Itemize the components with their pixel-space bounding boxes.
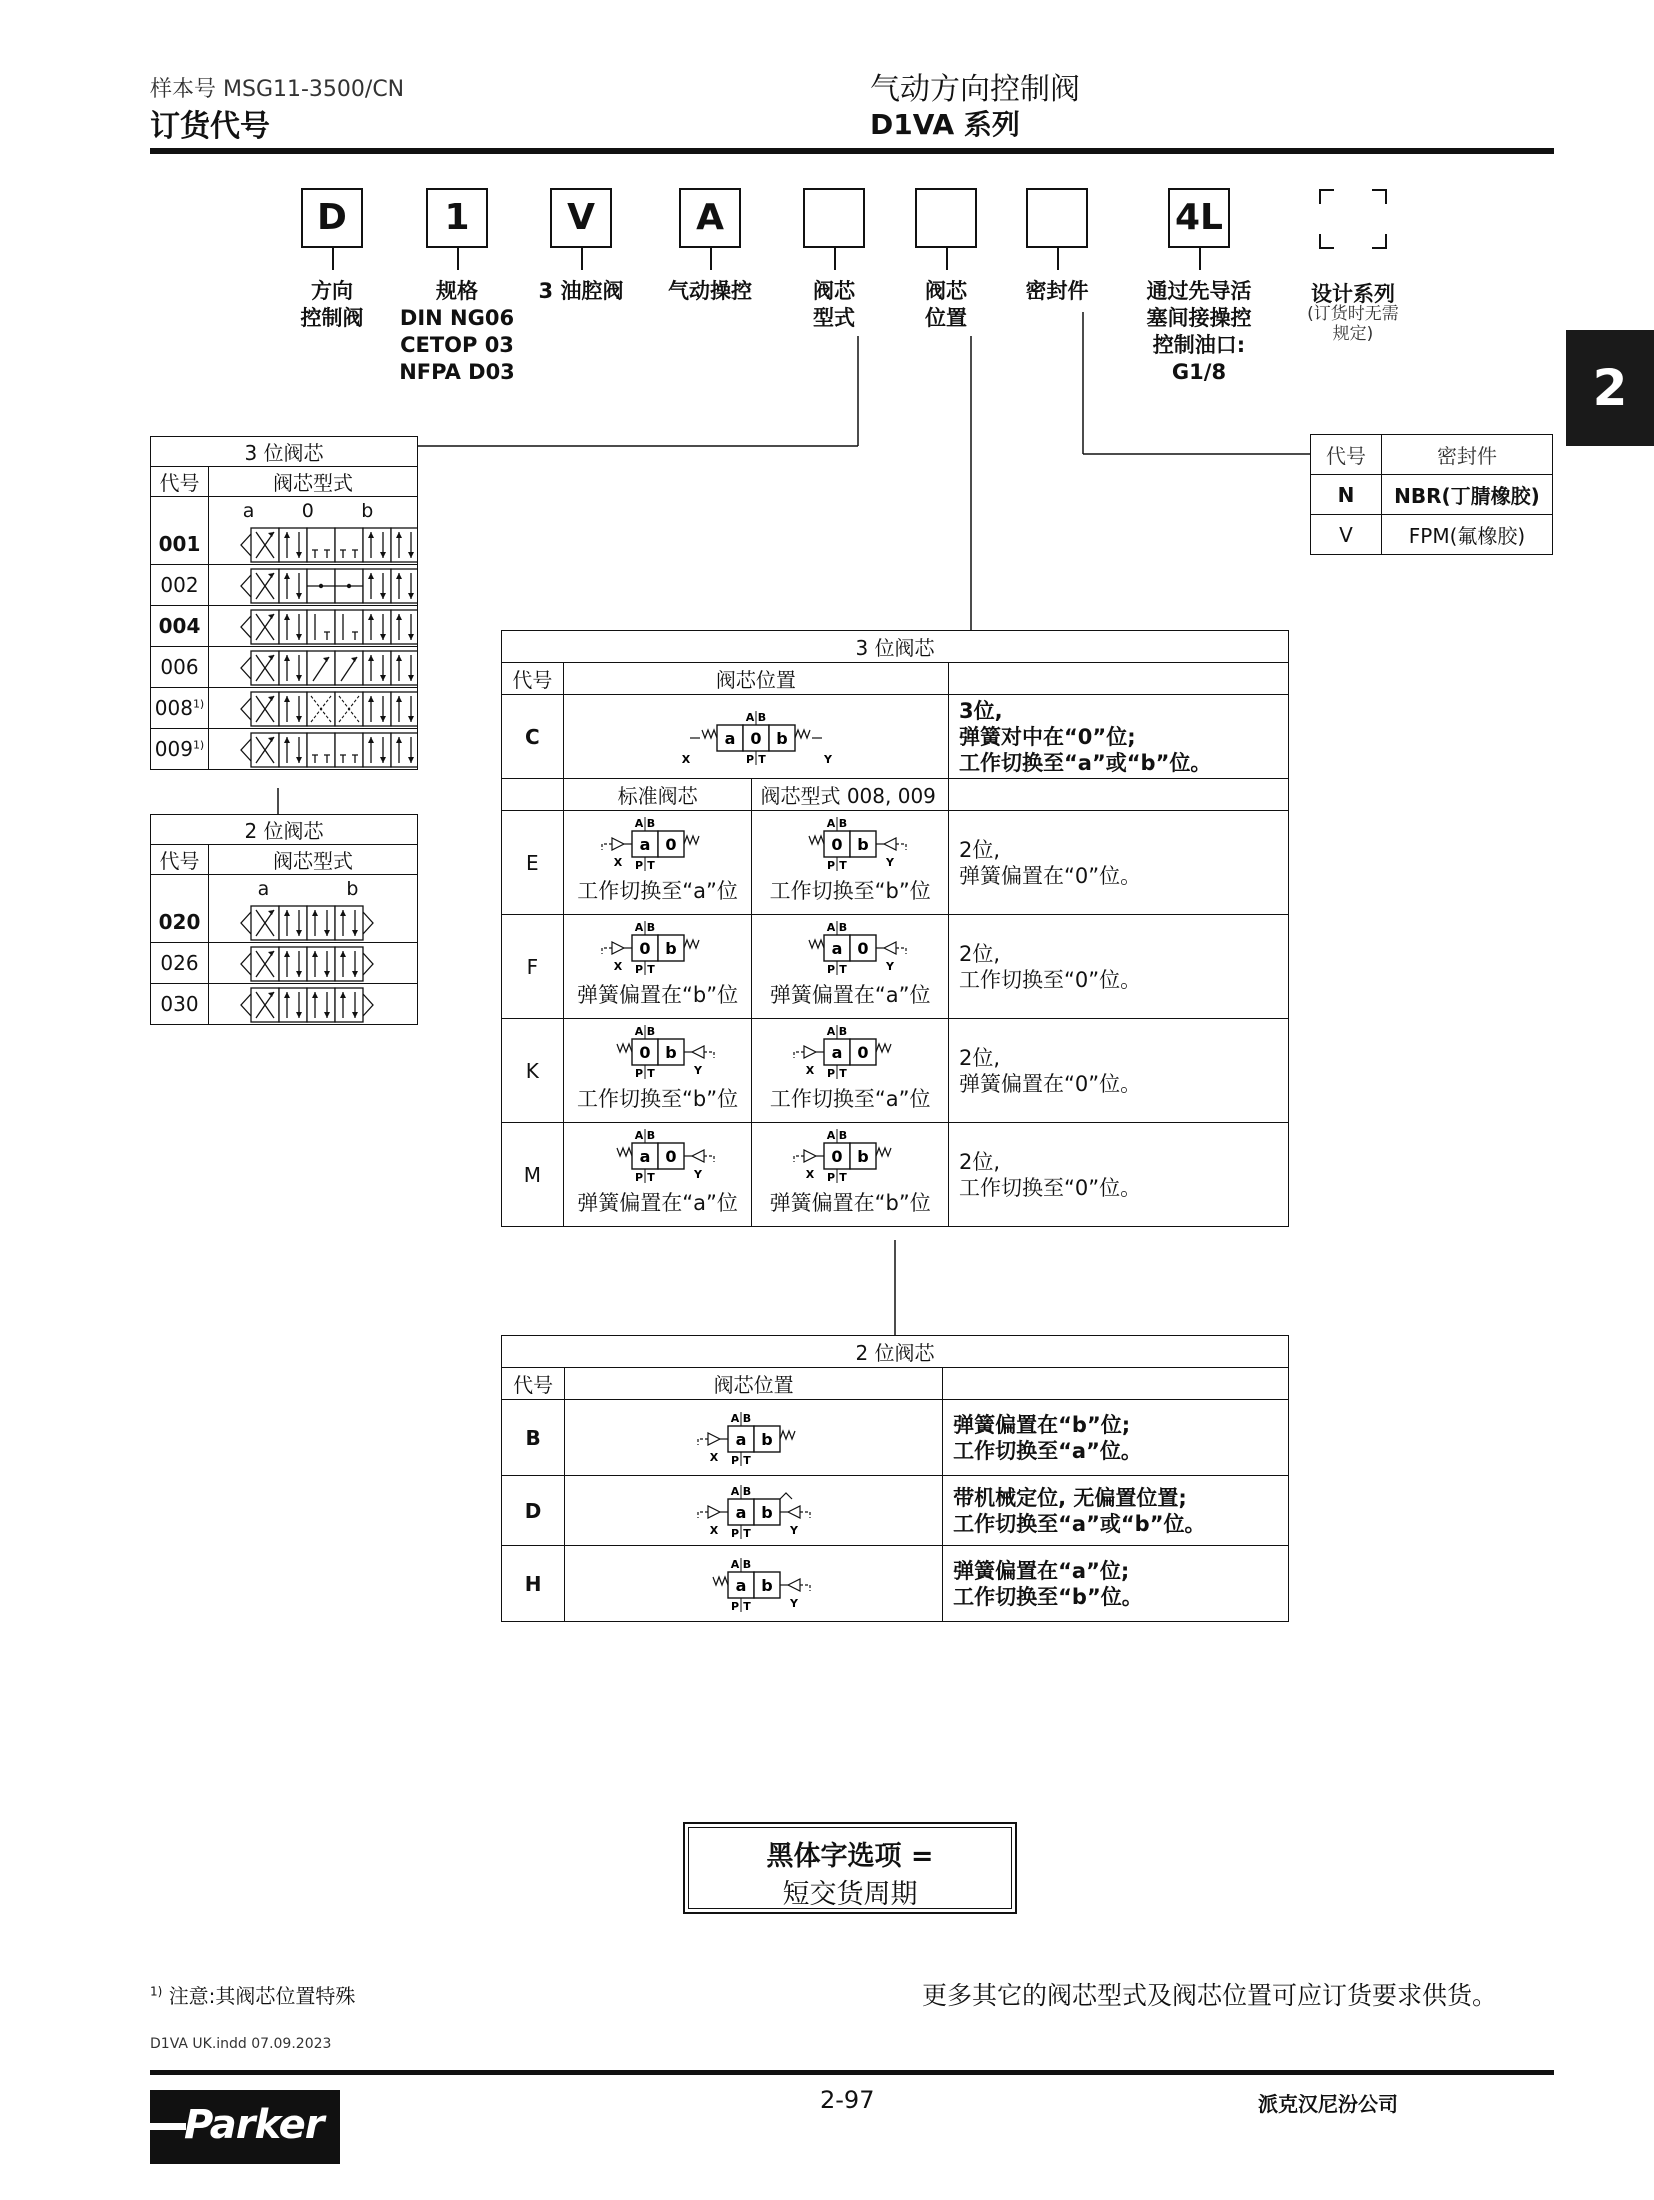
seal-name-v: FPM(氟橡胶) — [1382, 515, 1553, 555]
position-code: M — [502, 1123, 564, 1227]
spool-2pos-header-code: 代号 — [151, 845, 209, 875]
spool-row — [151, 497, 418, 565]
position-symbol-cell — [752, 811, 949, 915]
valve-spool-symbol — [217, 729, 417, 769]
position-letter: 0 — [665, 1147, 677, 1166]
position-letter: 0 — [639, 1043, 651, 1062]
position-symbol-cell — [565, 1476, 943, 1546]
position2-row-b — [502, 1400, 1289, 1476]
position-letter: a — [831, 939, 843, 958]
valve-position-symbol — [654, 1479, 854, 1543]
pilot-port-label: X — [681, 752, 691, 766]
spool-symbol-cell — [209, 606, 418, 647]
port-a-label: A — [634, 1025, 643, 1038]
port-a-label: A — [826, 1129, 836, 1142]
spool-code-text: 030 — [160, 992, 199, 1016]
spool-symbol-cell — [209, 688, 418, 729]
port-a-label: A — [826, 921, 836, 934]
valve-position-symbol — [568, 1123, 748, 1187]
order-box-label-1: 方向 控制阀 — [300, 279, 364, 330]
spool-code-text: 020 — [158, 910, 201, 934]
position2-row-h — [502, 1546, 1289, 1622]
position-letter: a — [735, 1502, 747, 1522]
position-letter: 0 — [665, 835, 677, 854]
pos3-symbol-c — [563, 695, 948, 779]
position-symbol-cell — [563, 1123, 752, 1227]
port-t-label: T — [839, 1171, 847, 1184]
spool-row — [151, 943, 418, 984]
port-p-label: P — [634, 963, 643, 976]
position-code: H — [502, 1546, 565, 1622]
pilot-port-label: X — [613, 856, 622, 869]
spool-symbol-cell — [209, 647, 418, 688]
port-b-label: B — [757, 710, 767, 724]
port-a-label: A — [730, 1411, 739, 1425]
spool-code — [151, 688, 209, 729]
parker-logo-text: Parker — [184, 2102, 324, 2148]
position-row-e — [502, 811, 1289, 915]
order-box-8: 4L — [1168, 188, 1230, 248]
seal-code-n: N — [1311, 475, 1382, 515]
position-symbol-cell — [752, 1123, 949, 1227]
pos3-desc-c: 3位, 弹簧对中在“0”位; 工作切换至“a”或“b”位。 — [948, 695, 1288, 779]
spool-position-3pos-table — [501, 630, 1289, 1227]
valve-position-symbol — [568, 811, 748, 875]
position-caption: 弹簧偏置在“a”位 — [769, 983, 931, 1007]
valve-spool-symbol — [217, 524, 417, 564]
pos3-header-position: 阀芯位置 — [563, 663, 948, 695]
position-code: K — [502, 1019, 564, 1123]
spool-code — [151, 729, 209, 770]
order-box-label-8: 通过先导活 塞间接操控 控制油口: G1/8 — [1146, 279, 1252, 384]
pilot-port-label: Y — [886, 960, 895, 973]
position-letter: b — [664, 939, 677, 958]
port-b-label: B — [839, 1025, 848, 1038]
spool-row — [151, 688, 418, 729]
pilot-port-label: Y — [789, 1596, 798, 1610]
position-letter: a — [639, 1147, 650, 1166]
port-b-label: B — [742, 1411, 751, 1425]
seals-table — [1310, 434, 1553, 555]
position-letter: b — [664, 1043, 677, 1062]
pilot-port-label: Y — [789, 1523, 798, 1537]
position-letter: b — [776, 728, 788, 748]
spool-code-text: 026 — [160, 951, 199, 975]
position-row-m — [502, 1123, 1289, 1227]
bold-note-line2: 短交货周期 — [782, 1879, 918, 1910]
order-box-3: V — [550, 188, 612, 248]
port-p-label: P — [827, 963, 836, 976]
position-symbol-cell — [565, 1546, 943, 1622]
file-info: D1VA UK.indd 07.09.2023 — [150, 2036, 332, 2052]
pos2-header-code: 代号 — [502, 1368, 565, 1400]
port-p-label: P — [634, 1067, 643, 1080]
spool-3pos-header-type: 阀芯型式 — [209, 467, 418, 497]
design-series-note: (订货时无需 规定) — [1307, 304, 1399, 344]
spool-code — [151, 647, 209, 688]
position-code: F — [502, 915, 564, 1019]
order-box-label-7: 密封件 — [1025, 279, 1089, 303]
pilot-port-label: X — [709, 1450, 718, 1464]
position-letter: 0 — [857, 1043, 869, 1062]
port-b-label: B — [646, 921, 655, 934]
parker-logo — [150, 2090, 340, 2164]
product-title: 气动方向控制阀 — [870, 72, 1080, 107]
port-a-label: A — [634, 1129, 643, 1142]
port-t-label: T — [646, 859, 655, 872]
port-p-label: P — [634, 859, 643, 872]
position-symbol-cell — [565, 1400, 943, 1476]
valve-position-symbol — [654, 1406, 854, 1470]
position-caption: 工作切换至“a”位 — [769, 1087, 931, 1111]
port-b-label: B — [839, 1129, 848, 1142]
spool-code-text: 006 — [160, 655, 199, 679]
valve-spool-symbol — [217, 606, 417, 646]
position-description: 2位, 工作切换至“0”位。 — [948, 915, 1288, 1019]
port-t-label: T — [758, 752, 766, 766]
pos3-code-c: C — [502, 695, 564, 779]
position-letter: 0 — [750, 728, 762, 748]
position-label: a — [257, 877, 270, 900]
port-b-label: B — [742, 1557, 751, 1571]
position-code: E — [502, 811, 564, 915]
spool-3pos-header-code: 代号 — [151, 467, 209, 497]
spool-position-2pos-table — [501, 1335, 1289, 1622]
position-letter: b — [857, 1147, 869, 1166]
position-letter: b — [760, 1429, 773, 1449]
spool-code — [151, 943, 209, 984]
position-caption: 工作切换至“b”位 — [769, 879, 931, 903]
port-a-label: A — [826, 817, 836, 830]
pilot-port-label: Y — [823, 752, 832, 766]
port-p-label: P — [827, 1171, 836, 1184]
footnote-marker: 1) — [150, 1984, 163, 1999]
seal-code-v: V — [1311, 515, 1382, 555]
position-description: 2位, 弹簧偏置在“0”位。 — [948, 1019, 1288, 1123]
valve-spool-symbol — [217, 565, 417, 605]
position-symbol-cell — [752, 1019, 949, 1123]
port-t-label: T — [839, 1067, 847, 1080]
more-options-note: 更多其它的阀芯型式及阀芯位置可应订货要求供货。 — [922, 1981, 1498, 2010]
pos3-title: 3 位阀芯 — [502, 631, 1289, 663]
spool-code-text: 002 — [160, 573, 199, 597]
page-number: 2-97 — [820, 2086, 875, 2114]
pos2-title: 2 位阀芯 — [502, 1336, 1289, 1368]
position-label: b — [346, 877, 359, 900]
position-symbol-cell — [752, 915, 949, 1019]
spool-row — [151, 647, 418, 688]
company-name: 派克汉尼汾公司 — [1258, 2092, 1398, 2116]
port-p-label: P — [827, 859, 836, 872]
position-code: B — [502, 1400, 565, 1476]
port-t-label: T — [742, 1526, 751, 1540]
valve-position-symbol — [760, 1123, 940, 1187]
valve-position-symbol — [568, 1019, 748, 1083]
port-p-label: P — [745, 752, 754, 766]
bold-options-note-box — [683, 1822, 1017, 1914]
spool-symbol-cell — [209, 497, 418, 565]
port-a-label: A — [730, 1557, 739, 1571]
position-letter: 0 — [857, 939, 869, 958]
pilot-port-label: X — [709, 1523, 718, 1537]
position-description: 弹簧偏置在“a”位; 工作切换至“b”位。 — [943, 1546, 1289, 1622]
position-caption: 弹簧偏置在“b”位 — [769, 1191, 931, 1215]
spool-code-text: 008 — [154, 696, 193, 720]
valve-spool-symbol — [217, 943, 417, 983]
spool-2pos-title: 2 位阀芯 — [151, 815, 418, 845]
position-letter: a — [724, 728, 736, 748]
position-letter: 0 — [831, 835, 843, 854]
order-box-1: D — [301, 188, 363, 248]
position-letter: b — [857, 835, 869, 854]
position-letter: a — [639, 835, 650, 854]
spool-symbol-cell — [209, 729, 418, 770]
position-label: a — [242, 499, 255, 522]
port-b-label: B — [839, 921, 848, 934]
spool-2pos-header-type: 阀芯型式 — [209, 845, 418, 875]
port-b-label: B — [839, 817, 848, 830]
valve-spool-symbol — [217, 688, 417, 728]
port-b-label: B — [646, 1025, 655, 1038]
design-series-label: 设计系列 — [1311, 282, 1395, 306]
order-box-label-2: 规格 DIN NG06 CETOP 03 NFPA D03 — [399, 279, 515, 384]
footnote — [150, 1980, 355, 2009]
port-a-label: A — [730, 1484, 739, 1498]
pilot-port-label: Y — [693, 1168, 702, 1181]
spool-code — [151, 565, 209, 606]
spool-row — [151, 984, 418, 1025]
position-symbol-cell — [563, 1019, 752, 1123]
valve-position-symbol — [760, 915, 940, 979]
port-t-label: T — [742, 1599, 751, 1613]
position-letter: b — [760, 1502, 773, 1522]
position-description: 2位, 工作切换至“0”位。 — [948, 1123, 1288, 1227]
spool-code-text: 009 — [154, 737, 193, 761]
spool-code — [151, 606, 209, 647]
port-t-label: T — [839, 963, 847, 976]
spool-symbol-cell — [209, 943, 418, 984]
pilot-port-label: Y — [886, 856, 895, 869]
footnote-text: 注意:其阀芯位置特殊 — [168, 1984, 356, 2008]
position-letter: a — [831, 1043, 843, 1062]
spool-3pos-title: 3 位阀芯 — [151, 437, 418, 467]
port-a-label: A — [826, 1025, 836, 1038]
valve-spool-symbol — [217, 984, 417, 1024]
catalog-number: 样本号 MSG11-3500/CN — [150, 77, 405, 102]
order-box-label-4: 气动操控 — [668, 279, 752, 303]
port-a-label: A — [634, 921, 643, 934]
pilot-port-label: X — [805, 1064, 815, 1077]
port-a-label: A — [745, 710, 755, 724]
port-a-label: A — [634, 817, 643, 830]
port-b-label: B — [646, 1129, 655, 1142]
spool-type-2pos-table — [150, 814, 418, 1025]
port-b-label: B — [742, 1484, 751, 1498]
port-p-label: P — [730, 1453, 739, 1467]
order-box-label-3: 3 油腔阀 — [538, 279, 624, 303]
position-row-f — [502, 915, 1289, 1019]
port-t-label: T — [646, 1171, 655, 1184]
spool-code — [151, 875, 209, 943]
spool-row — [151, 565, 418, 606]
footnote-marker: 1) — [192, 738, 205, 752]
port-t-label: T — [742, 1453, 751, 1467]
seals-header-code: 代号 — [1311, 435, 1382, 475]
position-label: b — [361, 499, 374, 522]
position-letter: a — [735, 1429, 747, 1449]
spool-row — [151, 875, 418, 943]
order-box-label-5: 阀芯 型式 — [813, 279, 855, 330]
valve-position-symbol — [760, 811, 940, 875]
valve-position-symbol — [760, 1019, 940, 1083]
section-title: 订货代号 — [150, 109, 270, 144]
port-t-label: T — [646, 1067, 655, 1080]
port-p-label: P — [730, 1599, 739, 1613]
position-letter: 0 — [831, 1147, 843, 1166]
position-description: 弹簧偏置在“b”位; 工作切换至“a”位。 — [943, 1400, 1289, 1476]
pilot-port-label: X — [805, 1168, 815, 1181]
spool-symbol-cell — [209, 984, 418, 1025]
valve-symbol-3pos-c — [656, 705, 856, 769]
port-b-label: B — [646, 817, 655, 830]
spool-code-text: 004 — [158, 614, 201, 638]
position-letter: 0 — [639, 939, 651, 958]
pos2-header-position: 阀芯位置 — [565, 1368, 943, 1400]
spool-symbol-cell — [209, 875, 418, 943]
position-caption: 工作切换至“a”位 — [577, 879, 738, 903]
port-t-label: T — [839, 859, 847, 872]
series-title: D1VA 系列 — [870, 108, 1020, 141]
pos3-subheader-special: 阀芯型式 008, 009 — [752, 779, 949, 811]
footnote-marker: 1) — [192, 697, 205, 711]
order-box-label-6: 阀芯 位置 — [925, 279, 967, 330]
spool-row — [151, 729, 418, 770]
spool-symbol-cell — [209, 565, 418, 606]
position-caption: 弹簧偏置在“a”位 — [577, 1191, 738, 1215]
position-row-k — [502, 1019, 1289, 1123]
port-p-label: P — [634, 1171, 643, 1184]
position-description: 带机械定位, 无偏置位置; 工作切换至“a”或“b”位。 — [943, 1476, 1289, 1546]
valve-spool-symbol — [217, 902, 417, 942]
pilot-port-label: X — [613, 960, 622, 973]
position2-row-d — [502, 1476, 1289, 1546]
position-symbol-cell — [563, 915, 752, 1019]
footer-rule — [150, 2070, 1554, 2075]
spool-code — [151, 984, 209, 1025]
bold-note-line1: 黑体字选项 = — [766, 1841, 934, 1872]
position-label: 0 — [301, 499, 314, 522]
spool-code-text: 001 — [158, 532, 201, 556]
position-caption: 工作切换至“b”位 — [577, 1087, 739, 1111]
port-p-label: P — [730, 1526, 739, 1540]
port-p-label: P — [827, 1067, 836, 1080]
position-caption: 弹簧偏置在“b”位 — [577, 983, 739, 1007]
spool-row — [151, 606, 418, 647]
chapter-tab: 2 — [1566, 330, 1654, 446]
position-symbol-cell — [563, 811, 752, 915]
pos3-header-code: 代号 — [502, 663, 564, 695]
valve-spool-symbol — [217, 647, 417, 687]
spool-type-3pos-table — [150, 436, 418, 770]
position-code: D — [502, 1476, 565, 1546]
spool-code — [151, 497, 209, 565]
position-letter: a — [735, 1575, 747, 1595]
position-description: 2位, 弹簧偏置在“0”位。 — [948, 811, 1288, 915]
pos3-subheader-standard: 标准阀芯 — [563, 779, 752, 811]
order-box-4: A — [679, 188, 741, 248]
seal-name-n: NBR(丁腈橡胶) — [1382, 475, 1553, 515]
pilot-port-label: Y — [693, 1064, 702, 1077]
valve-position-symbol — [654, 1552, 854, 1616]
valve-position-symbol — [568, 915, 748, 979]
seals-header-name: 密封件 — [1382, 435, 1553, 475]
order-box-2: 1 — [426, 188, 488, 248]
port-t-label: T — [646, 963, 655, 976]
position-letter: b — [760, 1575, 773, 1595]
